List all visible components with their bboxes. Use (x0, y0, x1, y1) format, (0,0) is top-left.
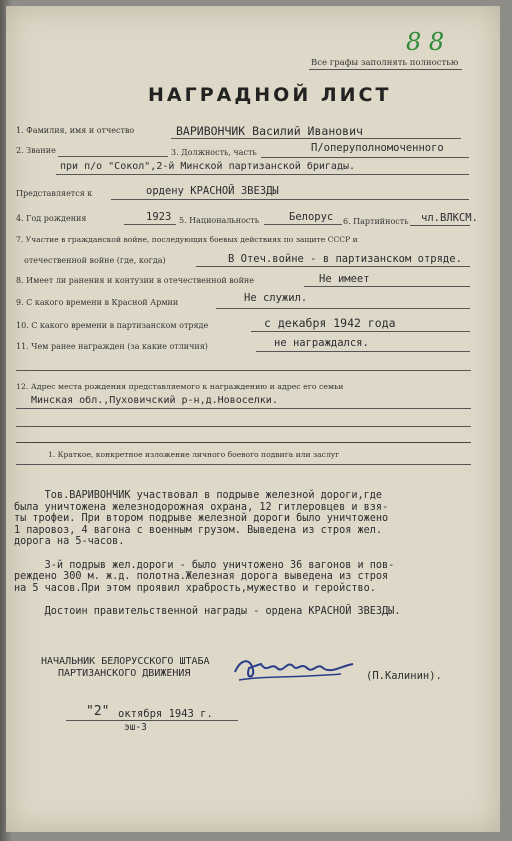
underline (16, 370, 471, 371)
underline (16, 426, 471, 427)
underline (16, 408, 471, 409)
field-6-value: чл.ВЛКСМ. (421, 212, 478, 224)
feat-line (14, 548, 400, 560)
signatory-name: (П.Калинин). (366, 670, 442, 682)
signatory-title-1: НАЧАЛЬНИК БЕЛОРУССКОГО ШТАБА (41, 656, 210, 667)
field-4-value: 1923 (146, 211, 172, 223)
field-11-value: не награждался. (274, 337, 369, 349)
field-7-value: В Отеч.войне - в партизанском отряде. (228, 253, 462, 265)
feat-line: была уничтожена железнодорожная охрана, 12 гитлеровцев и взя- (14, 501, 389, 513)
field-12-value: Минская обл.,Пуховичский р-н,д.Новоселки. (31, 395, 278, 406)
underline (410, 225, 470, 226)
feat-line: ты трофеи. При втором подрыве железной дороги было уничтожено (14, 513, 389, 525)
underline (16, 442, 471, 443)
field-3-label: 3. Должность, часть (171, 148, 257, 157)
field-8-value: Не имеет (319, 273, 370, 285)
underline (124, 224, 176, 225)
feat-line: Тов.ВАРИВОНЧИК участвовал в подрыве железной дороги,где (14, 490, 383, 501)
field-9-label: 9. С какого времени в Красной Армии (16, 298, 179, 307)
field-6-label: 6. Партийность (343, 217, 409, 226)
underline (251, 331, 470, 332)
underline (216, 308, 470, 309)
underline (304, 286, 470, 287)
underline (264, 224, 342, 225)
feat-description (14, 490, 400, 618)
field-2-label: 2. Звание (16, 146, 56, 155)
underline (111, 199, 469, 200)
document-title: НАГРАДНОЙ ЛИСТ (148, 84, 392, 106)
field-7-label-1: 7. Участие в гражданской войне, последующих боевых действиях по защите СССР и (16, 235, 358, 244)
presented-label: Представляется к (16, 189, 93, 198)
award-sheet (6, 6, 500, 832)
handwritten-page-number: 8 8 (406, 28, 445, 56)
reference-code: эш-3 (124, 722, 147, 733)
signature-image (231, 652, 361, 686)
underline (66, 720, 238, 721)
feat-line: Достоин правительственной награды - ордена КРАСНОЙ ЗВЕЗДЫ. (14, 605, 401, 617)
field-1-value: ВАРИВОНЧИК Василий Иванович (176, 124, 363, 138)
feat-line: 3-й подрыв жел.дороги - было уничтожено 36 вагонов и пов- (14, 559, 395, 571)
field-12-label: 12. Адрес места рождения представляемого к награждению и адрес его семьи (16, 382, 344, 391)
feat-line: 1 паровоз, 4 вагона с военным грузом. Выведена из строя жел. (14, 524, 383, 536)
feat-line: дорога на 5-часов. (14, 536, 125, 548)
underline (56, 174, 469, 175)
field-1-label: 1. Фамилия, имя и отчество (16, 126, 135, 135)
field-9-value: Не служил. (244, 292, 308, 304)
feat-line: реждено 300 м. ж.д. полотна.Железная дорога выведена из строя (14, 571, 389, 583)
feat-line: на 5 часов.При этом проявил храбрость,мужество и геройство. (14, 582, 376, 594)
top-note: Все графы заполнять полностью (311, 58, 459, 68)
date-day: "2" (86, 704, 110, 719)
field-8-label: 8. Имеет ли ранения и контузии в отечественной войне (16, 276, 254, 285)
field-5-label: 5. Национальность (179, 216, 260, 225)
underline (309, 69, 462, 70)
underline (58, 156, 168, 157)
underline (196, 266, 470, 267)
underline (261, 157, 469, 158)
feat-line (14, 594, 400, 606)
field-11-label: 11. Чем ранее награжден (за какие отличия) (16, 342, 208, 351)
feat-heading: 1. Краткое, конкретное изложение личного боевого подвига или заслуг (48, 450, 340, 459)
presented-value: ордену КРАСНОЙ ЗВЕЗДЫ (146, 185, 279, 197)
field-7-label-2: отечественной войне (где, когда) (24, 256, 166, 265)
signatory-title-2: ПАРТИЗАНСКОГО ДВИЖЕНИЯ (58, 668, 191, 679)
field-10-value: с декабря 1942 года (264, 316, 396, 330)
field-3-value-1: П/оперуполномоченного (311, 142, 444, 154)
underline (256, 351, 470, 352)
field-3-value-2: при п/о "Сокол",2-й Минской партизанской бригады. (60, 161, 356, 172)
date-rest: октября 1943 г. (118, 708, 213, 720)
underline (16, 464, 471, 465)
field-5-value: Белорус (289, 211, 334, 223)
underline (171, 138, 461, 139)
field-10-label: 10. С какого времени в партизанском отряде (16, 321, 209, 330)
field-4-label: 4. Год рождения (16, 214, 87, 223)
